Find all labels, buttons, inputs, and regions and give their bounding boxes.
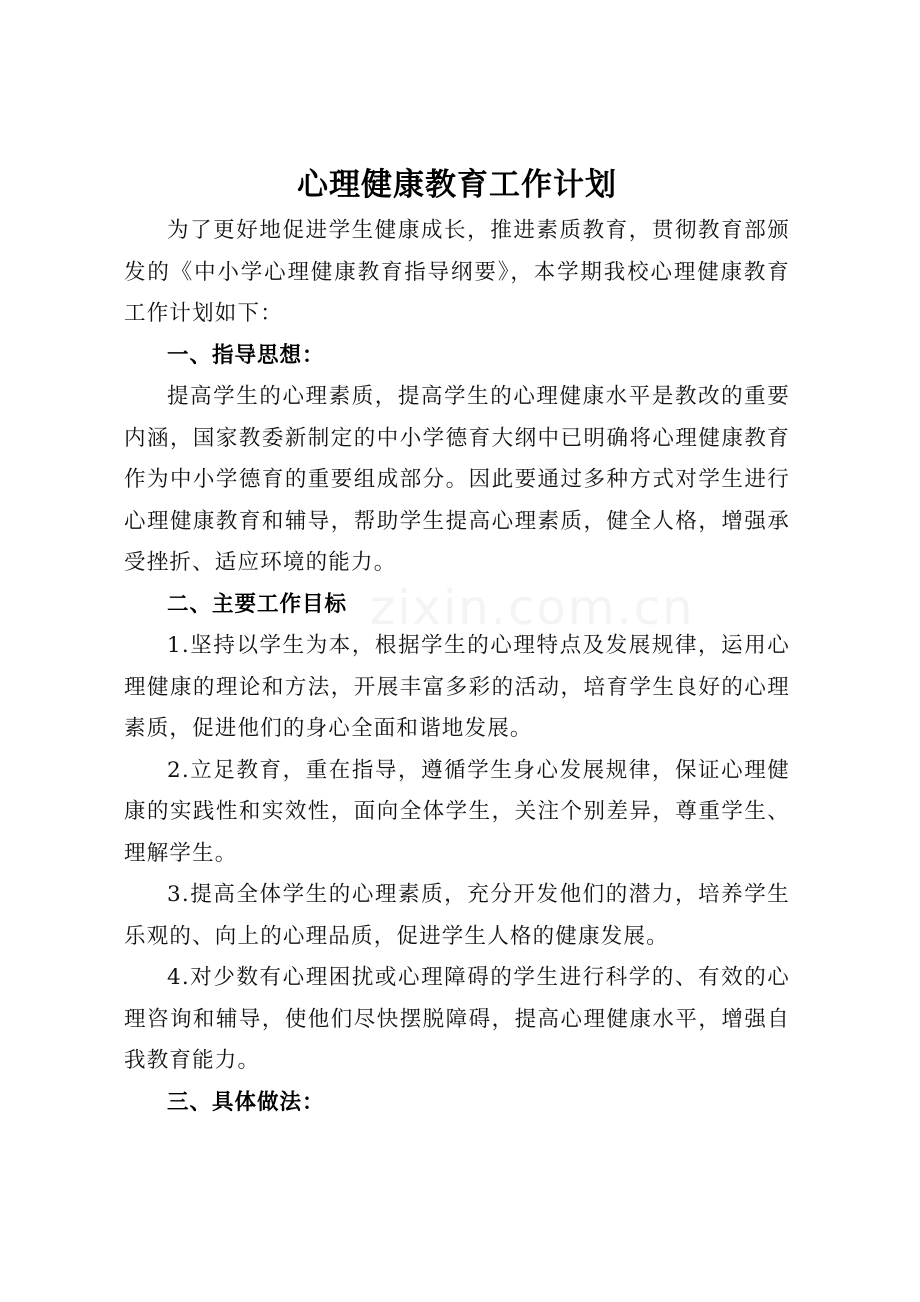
document-title: 心理健康教育工作计划 [297,167,617,203]
goal-item-3: 3.提高全体学生的心理素质，充分开发他们的潜力，培养学生乐观的、向上的心理品质，促进学生人格的健康发展。 [124,882,790,949]
section-heading-specific-methods: 三、具体做法： [167,1089,325,1115]
watermark-text: zixin.com.cn [370,580,695,636]
goal-item-4: 4.对少数有心理困扰或心理障碍的学生进行科学的、有效的心理咨询和辅导，使他们尽快摆脱障碍，提高心理健康水平，增强自我教育能力。 [124,965,790,1073]
section-heading-main-goals: 二、主要工作目标 [167,591,348,617]
goal-item-2: 2.立足教育，重在指导，遵循学生身心发展规律，保证心理健康的实践性和实效性，面向全体学生，关注个别差异，尊重学生、理解学生。 [124,757,790,866]
goal-item-1: 1.坚持以学生为本，根据学生的心理特点及发展规律，运用心理健康的理论和方法，开展丰富多彩的活动，培育学生良好的心理素质，促进他们的身心全面和谐地发展。 [124,633,790,741]
section-heading-guiding-thought: 一、指导思想： [167,342,325,368]
document-body [124,160,790,1123]
section-paragraph: 提高学生的心理素质，提高学生的心理健康水平是教改的重要内涵，国家教委新制定的中小学德育大纲中已明确将心理健康教育作为中小学德育的重要组成部分。因此要通过多种方式对学生进行心理健康教育和辅导，帮助学生提高心理素质，健全人格，增强承受挫折、适应环境的能力。 [124,384,790,575]
intro-paragraph: 为了更好地促进学生健康成长，推进素质教育，贯彻教育部颁发的《中小学心理健康教育指导纲要》，本学期我校心理健康教育工作计划如下： [124,218,790,326]
